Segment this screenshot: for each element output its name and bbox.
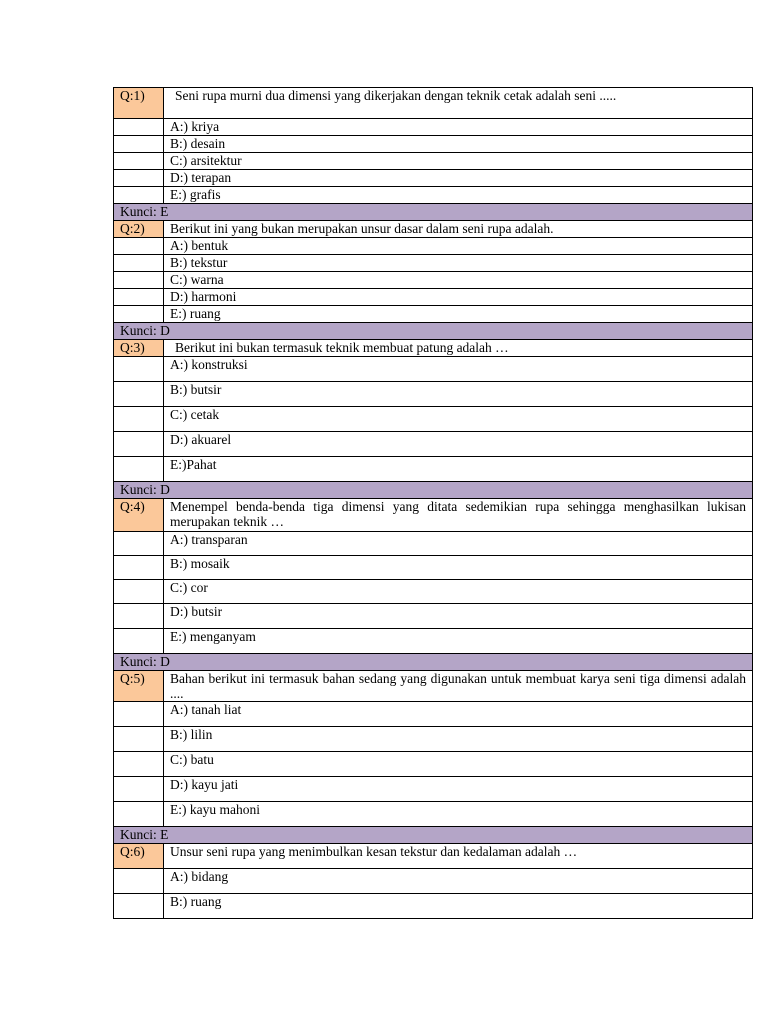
option-number-cell: [114, 289, 164, 306]
option-number-cell: [114, 170, 164, 187]
option-row: [114, 604, 753, 629]
option-number-cell: [114, 604, 164, 629]
option-number-cell: [114, 580, 164, 604]
question-number: Q:6): [114, 844, 164, 869]
option-row: [114, 255, 753, 272]
option-number-cell: [114, 629, 164, 654]
option-text: B:) desain: [164, 136, 753, 153]
option-text: E:) menganyam: [164, 629, 753, 654]
answer-key-value: E: [160, 204, 169, 219]
option-row: [114, 306, 753, 323]
option-text: D:) terapan: [164, 170, 753, 187]
option-text: B:) lilin: [164, 727, 753, 752]
option-number-cell: [114, 382, 164, 407]
answer-key-value: D: [160, 323, 170, 338]
option-number-cell: [114, 136, 164, 153]
question-row: [114, 221, 753, 238]
option-text: E:) kayu mahoni: [164, 802, 753, 827]
option-number-cell: [114, 238, 164, 255]
answer-key-row: [114, 204, 753, 221]
question-text: Seni rupa murni dua dimensi yang dikerjakan dengan teknik cetak adalah seni .....: [164, 88, 753, 119]
question-number: Q:1): [114, 88, 164, 119]
option-row: [114, 432, 753, 457]
question-text: Bahan berikut ini termasuk bahan sedang yang digunakan untuk membuat karya seni tiga dimensi adalah ....: [164, 671, 753, 702]
option-number-cell: [114, 407, 164, 432]
option-text: D:) butsir: [164, 604, 753, 629]
question-text: Unsur seni rupa yang menimbulkan kesan tekstur dan kedalaman adalah …: [164, 844, 753, 869]
option-row: [114, 727, 753, 752]
option-row: [114, 457, 753, 482]
answer-key: Kunci: D: [114, 654, 753, 671]
option-text: B:) butsir: [164, 382, 753, 407]
option-row: [114, 629, 753, 654]
option-row: [114, 802, 753, 827]
option-row: [114, 187, 753, 204]
answer-key-row: [114, 482, 753, 499]
option-row: [114, 894, 753, 919]
answer-key-label: Kunci: [120, 204, 153, 219]
question-row: [114, 671, 753, 702]
option-number-cell: [114, 727, 164, 752]
question-text: Menempel benda-benda tiga dimensi yang ditata sedemikian rupa sehingga menghasilkan lukisan merupakan teknik …: [164, 499, 753, 532]
question-number: Q:4): [114, 499, 164, 532]
option-row: [114, 752, 753, 777]
option-number-cell: [114, 702, 164, 727]
answer-key-label: Kunci: [120, 482, 153, 497]
option-row: [114, 407, 753, 432]
option-text: C:) batu: [164, 752, 753, 777]
question-row: [114, 844, 753, 869]
answer-key-label: Kunci: [120, 654, 153, 669]
option-number-cell: [114, 802, 164, 827]
option-row: [114, 777, 753, 802]
option-text: A:) konstruksi: [164, 357, 753, 382]
question-row: [114, 340, 753, 357]
question-text: Berikut ini yang bukan merupakan unsur dasar dalam seni rupa adalah.: [164, 221, 753, 238]
question-number: Q:5): [114, 671, 164, 702]
option-text: A:) tanah liat: [164, 702, 753, 727]
option-text: A:) bentuk: [164, 238, 753, 255]
option-row: [114, 357, 753, 382]
option-row: [114, 702, 753, 727]
option-text: A:) bidang: [164, 869, 753, 894]
question-text: Berikut ini bukan termasuk teknik membuat patung adalah …: [164, 340, 753, 357]
answer-key: Kunci: E: [114, 827, 753, 844]
option-row: [114, 532, 753, 556]
option-row: [114, 119, 753, 136]
option-row: [114, 580, 753, 604]
option-row: [114, 272, 753, 289]
option-text: C:) arsitektur: [164, 153, 753, 170]
answer-key: Kunci: E: [114, 204, 753, 221]
quiz-table: [113, 87, 753, 919]
question-number: Q:2): [114, 221, 164, 238]
option-text: D:) kayu jati: [164, 777, 753, 802]
option-text: A:) kriya: [164, 119, 753, 136]
answer-key-value: D: [160, 654, 170, 669]
answer-key-value: E: [160, 827, 169, 842]
option-text: C:) cetak: [164, 407, 753, 432]
option-number-cell: [114, 532, 164, 556]
question-row: [114, 88, 753, 119]
quiz-body: [114, 88, 753, 919]
option-row: [114, 869, 753, 894]
option-number-cell: [114, 556, 164, 580]
option-number-cell: [114, 187, 164, 204]
option-text: A:) transparan: [164, 532, 753, 556]
option-text: C:) warna: [164, 272, 753, 289]
answer-key-label: Kunci: [120, 827, 153, 842]
option-number-cell: [114, 894, 164, 919]
option-text: D:) akuarel: [164, 432, 753, 457]
answer-key-value: D: [160, 482, 170, 497]
answer-key-row: [114, 323, 753, 340]
option-text: D:) harmoni: [164, 289, 753, 306]
option-text: E:) ruang: [164, 306, 753, 323]
option-number-cell: [114, 255, 164, 272]
answer-key: Kunci: D: [114, 482, 753, 499]
question-row: [114, 499, 753, 532]
answer-key-label: Kunci: [120, 323, 153, 338]
option-number-cell: [114, 752, 164, 777]
option-row: [114, 238, 753, 255]
option-row: [114, 382, 753, 407]
answer-key-row: [114, 654, 753, 671]
option-row: [114, 556, 753, 580]
option-row: [114, 170, 753, 187]
option-number-cell: [114, 272, 164, 289]
option-text: C:) cor: [164, 580, 753, 604]
option-text: E:)Pahat: [164, 457, 753, 482]
option-number-cell: [114, 432, 164, 457]
option-number-cell: [114, 306, 164, 323]
option-number-cell: [114, 153, 164, 170]
option-text: B:) ruang: [164, 894, 753, 919]
option-row: [114, 153, 753, 170]
answer-key: Kunci: D: [114, 323, 753, 340]
option-number-cell: [114, 777, 164, 802]
option-number-cell: [114, 357, 164, 382]
option-text: B:) mosaik: [164, 556, 753, 580]
option-text: E:) grafis: [164, 187, 753, 204]
option-text: B:) tekstur: [164, 255, 753, 272]
question-number: Q:3): [114, 340, 164, 357]
option-number-cell: [114, 119, 164, 136]
answer-key-row: [114, 827, 753, 844]
option-number-cell: [114, 457, 164, 482]
option-row: [114, 136, 753, 153]
option-row: [114, 289, 753, 306]
option-number-cell: [114, 869, 164, 894]
